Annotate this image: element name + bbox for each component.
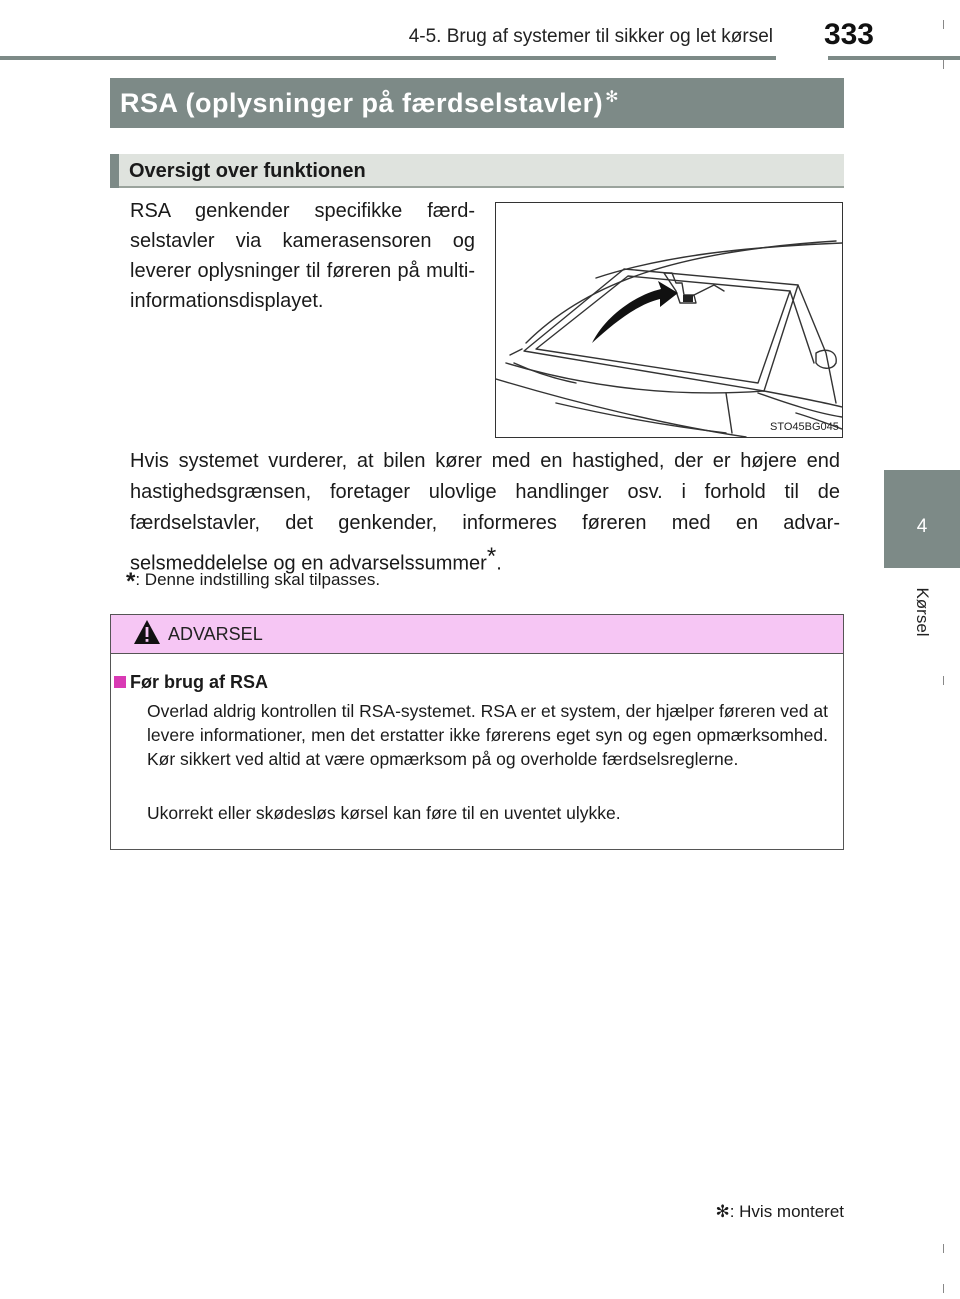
footnote [126, 568, 380, 596]
crop-mark [943, 676, 944, 685]
chapter-number: 4 [916, 516, 928, 537]
crop-mark [943, 60, 944, 69]
main-paragraph-end: . [496, 552, 502, 575]
warning-paragraph-1: Overlad aldrig kontrollen til RSA-systemet. RSA er et system, der hjælper føreren ved at levere informationer, men det erstatter ikke førerens eget syn og egen opmærksomhed. Kør sikkert ved altid at være opmærksom på og overholde færdselsreglerne. [147, 701, 828, 769]
footnote-mark: * [126, 568, 136, 595]
pointer-arrow-icon [592, 281, 678, 343]
camera-icon [683, 295, 693, 302]
intro-paragraph: RSA genkender specifikke færd-selstavler via kamerasensoren og leverer oplysninger til føreren på multi-informationsdisplayet. [130, 200, 475, 312]
optional-equipment-note-mark: ✻ [715, 1202, 730, 1221]
subheading-accent [110, 154, 119, 188]
crop-mark [943, 1284, 944, 1293]
main-paragraph [130, 446, 840, 580]
optional-equipment-mark: ✻ [605, 89, 620, 106]
header-section-title: 4-5. Brug af systemer til sikker og let kørsel [408, 26, 773, 47]
header-number-gap [776, 46, 828, 62]
warning-item-title: Før brug af RSA [130, 672, 268, 692]
footnote-ref: * [486, 543, 497, 570]
optional-equipment-note-text: : Hvis monteret [729, 1202, 844, 1221]
page-number: 333 [823, 18, 874, 51]
main-paragraph-text: Hvis systemet vurderer, at bilen kører med en hastighed, der er højere end hastighedsgrænsen, foretager ulovlige handlinger osv. i forhold til de færdselstavler, det genkender, informeres føreren med en advar-selsmeddelelse og en advarselssummer [130, 450, 840, 575]
section-title-bar [110, 78, 844, 128]
subheading: Oversigt over funktionen [129, 160, 366, 182]
figure-code: STO45BG045 [770, 421, 839, 433]
crop-mark [943, 20, 944, 29]
windshield-camera-illustration [495, 202, 843, 438]
warning-triangle-icon [132, 618, 162, 651]
chapter-name: Kørsel [913, 587, 932, 637]
car-windshield-drawing [496, 203, 842, 437]
warning-label: ADVARSEL [168, 624, 263, 644]
bullet-square-icon [114, 676, 126, 688]
footnote-text: : Denne indstilling skal tilpasses. [135, 570, 381, 589]
crop-mark [943, 1244, 944, 1253]
warning-paragraph-2: Ukorrekt eller skødesløs kørsel kan føre til en uventet ulykke. [147, 803, 621, 823]
section-title: RSA (oplysninger på færdselstavler) [120, 87, 604, 118]
optional-equipment-note [715, 1202, 844, 1222]
